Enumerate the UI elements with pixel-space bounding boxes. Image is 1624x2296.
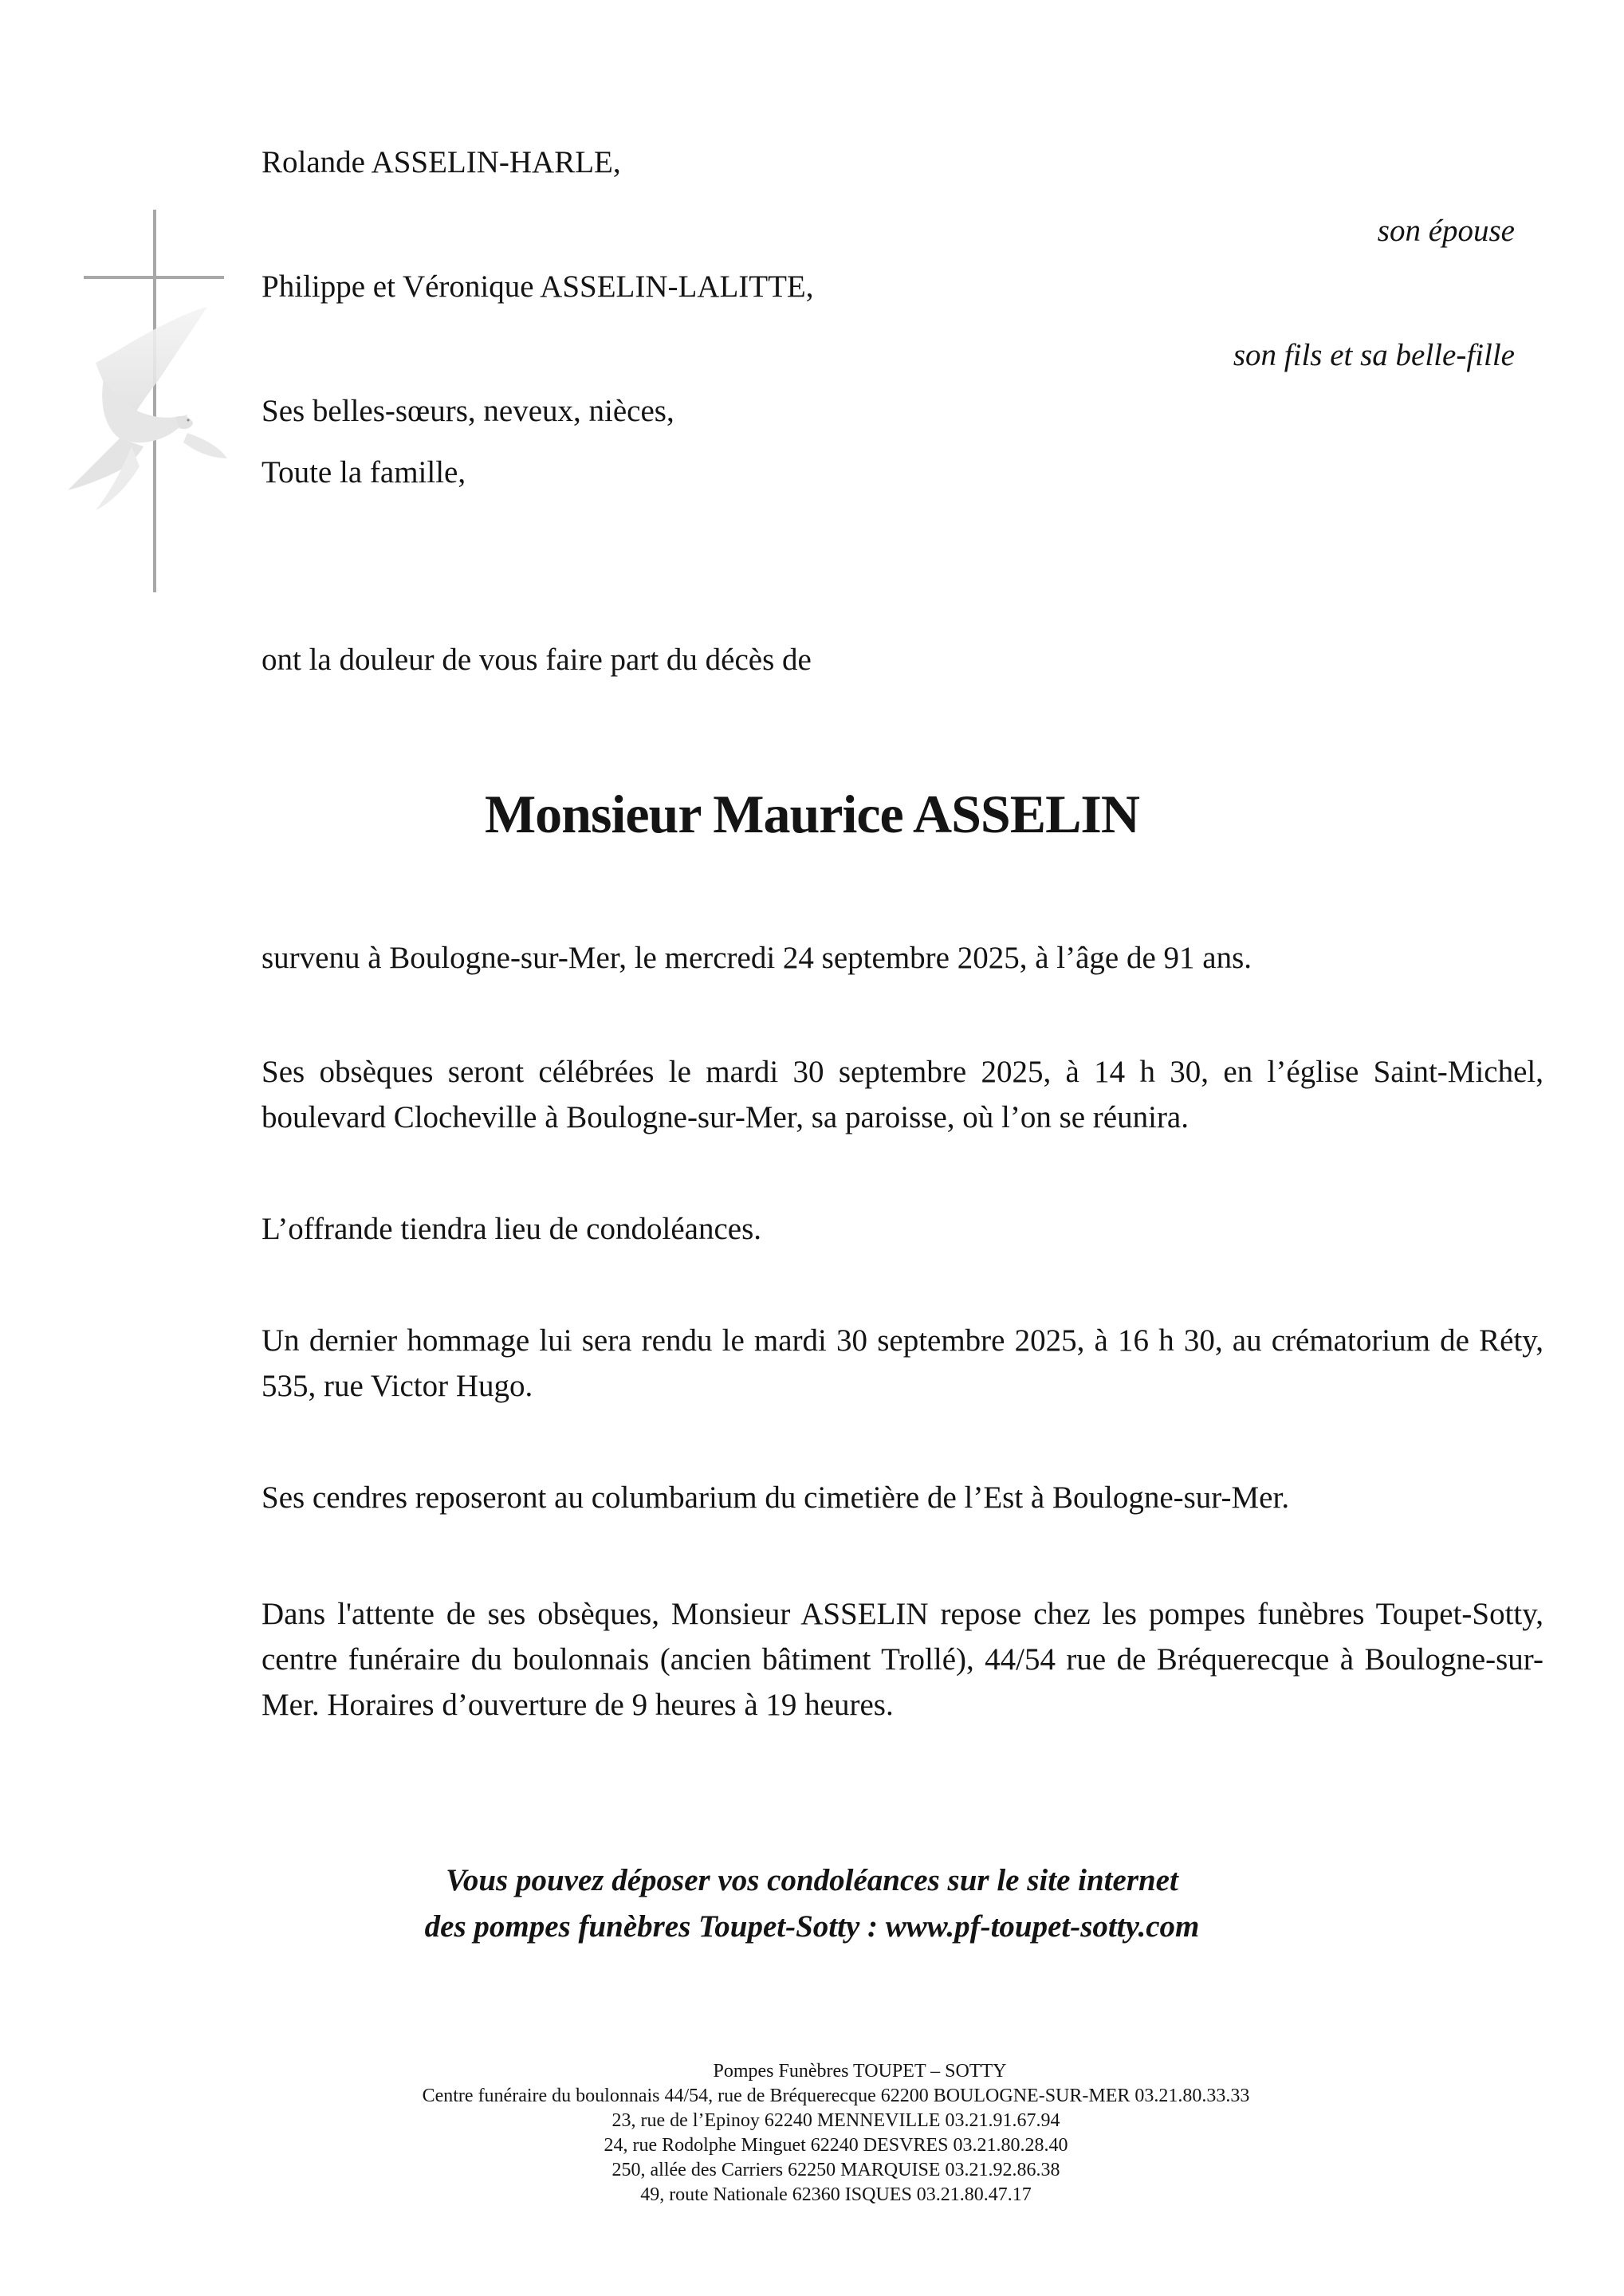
announcement-intro: ont la douleur de vous faire part du décès de (261, 643, 812, 677)
condolences-notice (0, 1858, 1624, 1950)
relation-spouse: son épouse (1377, 214, 1515, 248)
funeral-paragraph: Ses obsèques seront célébrées le mardi 30 septembre 2025, à 14 h 30, en l’église Saint-Michel, boulevard Clocheville à Boulogne-sur-Mer, sa paroisse, où l’on se réunira. (261, 1055, 1543, 1134)
footer-address: 49, route Nationale 62360 ISQUES 03.21.80.47.17 (640, 2184, 1032, 2205)
footer-company: Pompes Funèbres TOUPET – SOTTY (713, 2061, 1007, 2082)
footer-address: 23, rue de l’Epinoy 62240 MENNEVILLE 03.21.91.67.94 (611, 2110, 1060, 2131)
dove-icon (56, 299, 235, 522)
footer-address: 24, rue Rodolphe Minguet 62240 DESVRES 03.21.80.28.40 (604, 2135, 1068, 2156)
footer-address: Centre funéraire du boulonnais 44/54, rue de Bréquerecque 62200 BOULOGNE-SUR-MER 03.21.80.33.33 (422, 2086, 1250, 2106)
offering-paragraph: L’offrande tiendra lieu de condoléances. (261, 1212, 761, 1246)
family-member-relatives: Ses belles-sœurs, neveux, nièces, (261, 394, 674, 428)
family-member-son: Philippe et Véronique ASSELIN-LALITTE, (261, 269, 814, 304)
death-details: survenu à Boulogne-sur-Mer, le mercredi 24 septembre 2025, à l’âge de 91 ans. (261, 941, 1252, 975)
family-member-all: Toute la famille, (261, 455, 466, 489)
relation-son: son fils et sa belle-fille (1233, 338, 1515, 372)
funeral-home-footer (0, 2059, 1624, 2208)
tribute-paragraph: Un dernier hommage lui sera rendu le mardi 30 septembre 2025, à 16 h 30, au crématorium de Réty, 535, rue Victor Hugo. (261, 1323, 1543, 1403)
cross-horizontal-bar (84, 276, 224, 279)
repose-paragraph: Dans l'attente de ses obsèques, Monsieur ASSELIN repose chez les pompes funèbres Toupet-Sotty, centre funéraire du boulonnais (ancien bâtiment Trollé), 44/54 rue de Bréquerecque à Boulogne-sur-Mer. Horaires d’ouverture de 9 heures à 19 heures. (261, 1597, 1543, 1722)
deceased-name: Monsieur Maurice ASSELIN (484, 784, 1140, 844)
footer-address: 250, allée des Carriers 62250 MARQUISE 03.21.92.86.38 (611, 2160, 1060, 2180)
condolences-line-1: Vous pouvez déposer vos condoléances sur le site internet (446, 1863, 1178, 1897)
condolences-line-2: des pompes funèbres Toupet-Sotty : www.pf-toupet-sotty.com (424, 1909, 1200, 1944)
family-member-spouse: Rolande ASSELIN-HARLE, (261, 145, 621, 179)
ashes-paragraph: Ses cendres reposeront au columbarium du cimetière de l’Est à Boulogne-sur-Mer. (261, 1480, 1290, 1515)
